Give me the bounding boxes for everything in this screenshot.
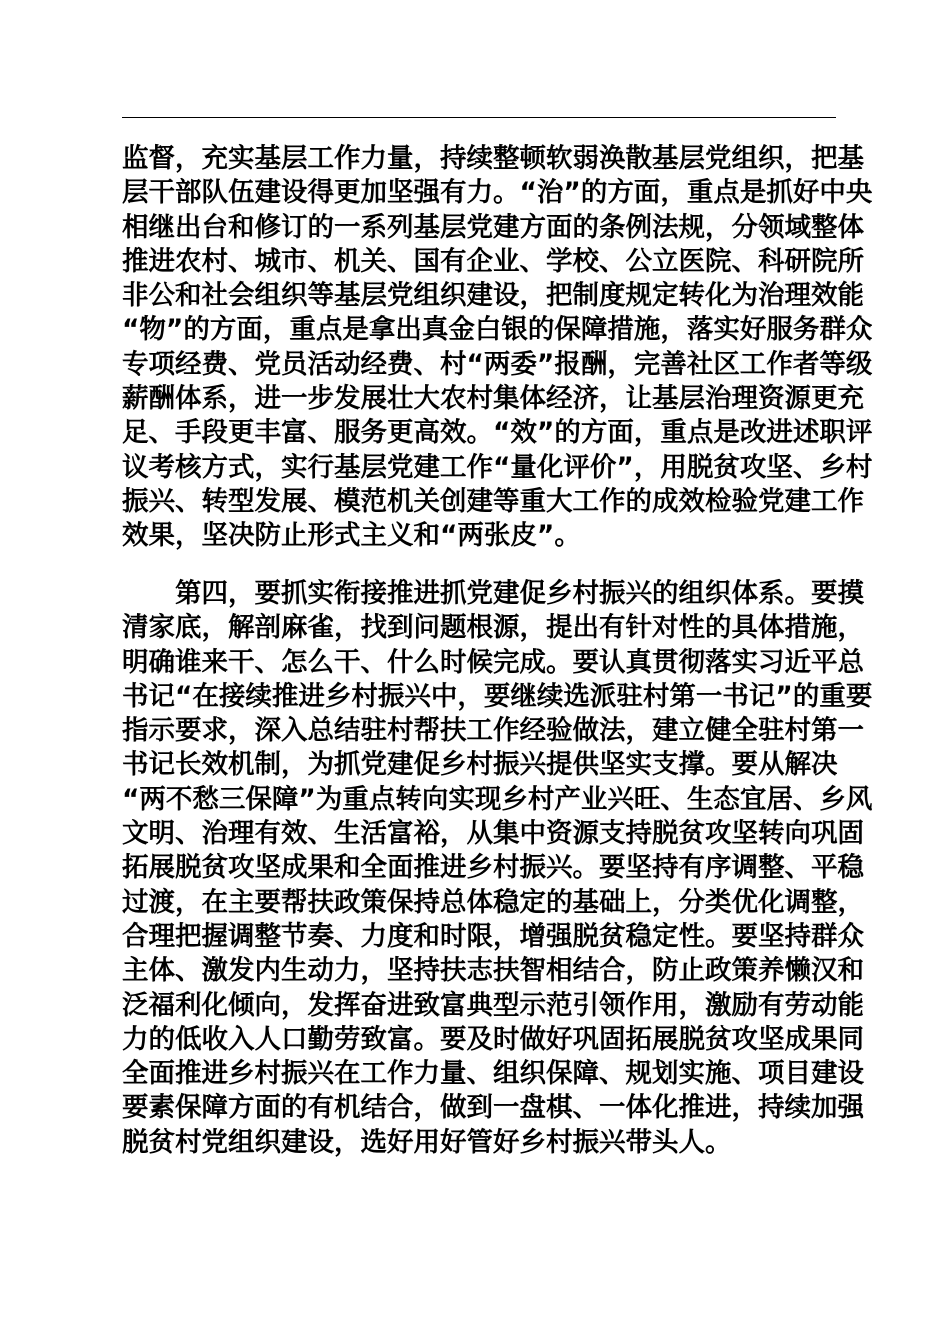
paragraph-fourth-point bbox=[122, 577, 873, 1160]
paragraph-line: 拓展脱贫攻坚成果和全面推进乡村振兴。要坚持有序调整、平稳 bbox=[122, 852, 864, 884]
paragraph-line: 文明、治理有效、生活富裕，从集中资源支持脱贫攻坚转向巩固 bbox=[122, 818, 864, 850]
paragraph-line: “两不愁三保障”为重点转向实现乡村产业兴旺、生态宜居、乡风 bbox=[122, 783, 873, 815]
paragraph-line: 明确谁来干、怎么干、什么时候完成。要认真贯彻落实习近平总 bbox=[122, 646, 864, 678]
paragraph-line: 要素保障方面的有机结合，做到一盘棋、一体化推进，持续加强 bbox=[122, 1092, 864, 1124]
paragraph-line: 议考核方式，实行基层党建工作“量化评价”，用脱贫攻坚、乡村 bbox=[122, 451, 873, 483]
paragraph-line: 推进农村、城市、机关、国有企业、学校、公立医院、科研院所 bbox=[122, 245, 864, 277]
paragraph-line: 相继出台和修订的一系列基层党建方面的条例法规，分领域整体 bbox=[122, 211, 864, 243]
paragraph-line: 合理把握调整节奏、力度和时限，增强脱贫稳定性。要坚持群众 bbox=[122, 920, 864, 952]
paragraph-line: 泛福利化倾向，发挥奋进致富典型示范引领作用，激励有劳动能 bbox=[122, 989, 864, 1021]
paragraph-line: 脱贫村党组织建设，选好用好管好乡村振兴带头人。 bbox=[122, 1126, 732, 1158]
paragraph-line: 力的低收入人口勤劳致富。要及时做好巩固拓展脱贫攻坚成果同 bbox=[122, 1023, 864, 1055]
paragraph-line: 主体、激发内生动力，坚持扶志扶智相结合，防止政策养懒汉和 bbox=[122, 955, 864, 987]
paragraph-line: 薪酬体系，进一步发展壮大农村集体经济，让基层治理资源更充 bbox=[122, 383, 864, 415]
paragraph-line: 书记“在接续推进乡村振兴中，要继续选派驻村第一书记”的重要 bbox=[122, 680, 873, 712]
paragraph-line: 专项经费、党员活动经费、村“两委”报酬，完善社区工作者等级 bbox=[122, 348, 873, 380]
paragraph-line: 清家底，解剖麻雀，找到问题根源，提出有针对性的具体措施， bbox=[122, 612, 864, 644]
paragraph-line: 书记长效机制，为抓党建促乡村振兴提供坚实支撑。要从解决 bbox=[122, 749, 838, 781]
paragraph-line: 非公和社会组织等基层党组织建设，把制度规定转化为治理效能 bbox=[122, 280, 864, 312]
paragraph-line: 第四，要抓实衔接推进抓党建促乡村振兴的组织体系。要摸 bbox=[122, 578, 864, 609]
paragraph-line: 效果，坚决防止形式主义和“两张皮”。 bbox=[122, 520, 581, 552]
paragraph-line: 层干部队伍建设得更加坚强有力。“治”的方面，重点是抓好中央 bbox=[122, 177, 873, 209]
header-rule bbox=[122, 117, 836, 118]
paragraph-line: 指示要求，深入总结驻村帮扶工作经验做法，建立健全驻村第一 bbox=[122, 715, 864, 747]
paragraph-line: 监督，充实基层工作力量，持续整顿软弱涣散基层党组织，把基 bbox=[122, 143, 864, 174]
paragraph-continuation bbox=[122, 142, 873, 554]
paragraph-line: 振兴、转型发展、模范机关创建等重大工作的成效检验党建工作 bbox=[122, 485, 864, 517]
paragraph-line: 过渡，在主要帮扶政策保持总体稳定的基础上，分类优化调整， bbox=[122, 886, 864, 918]
paragraph-line: 全面推进乡村振兴在工作力量、组织保障、规划实施、项目建设 bbox=[122, 1058, 864, 1090]
paragraph-line: “物”的方面，重点是拿出真金白银的保障措施，落实好服务群众 bbox=[122, 314, 873, 346]
paragraph-line: 足、手段更丰富、服务更高效。“效”的方面，重点是改进述职评 bbox=[122, 417, 873, 449]
